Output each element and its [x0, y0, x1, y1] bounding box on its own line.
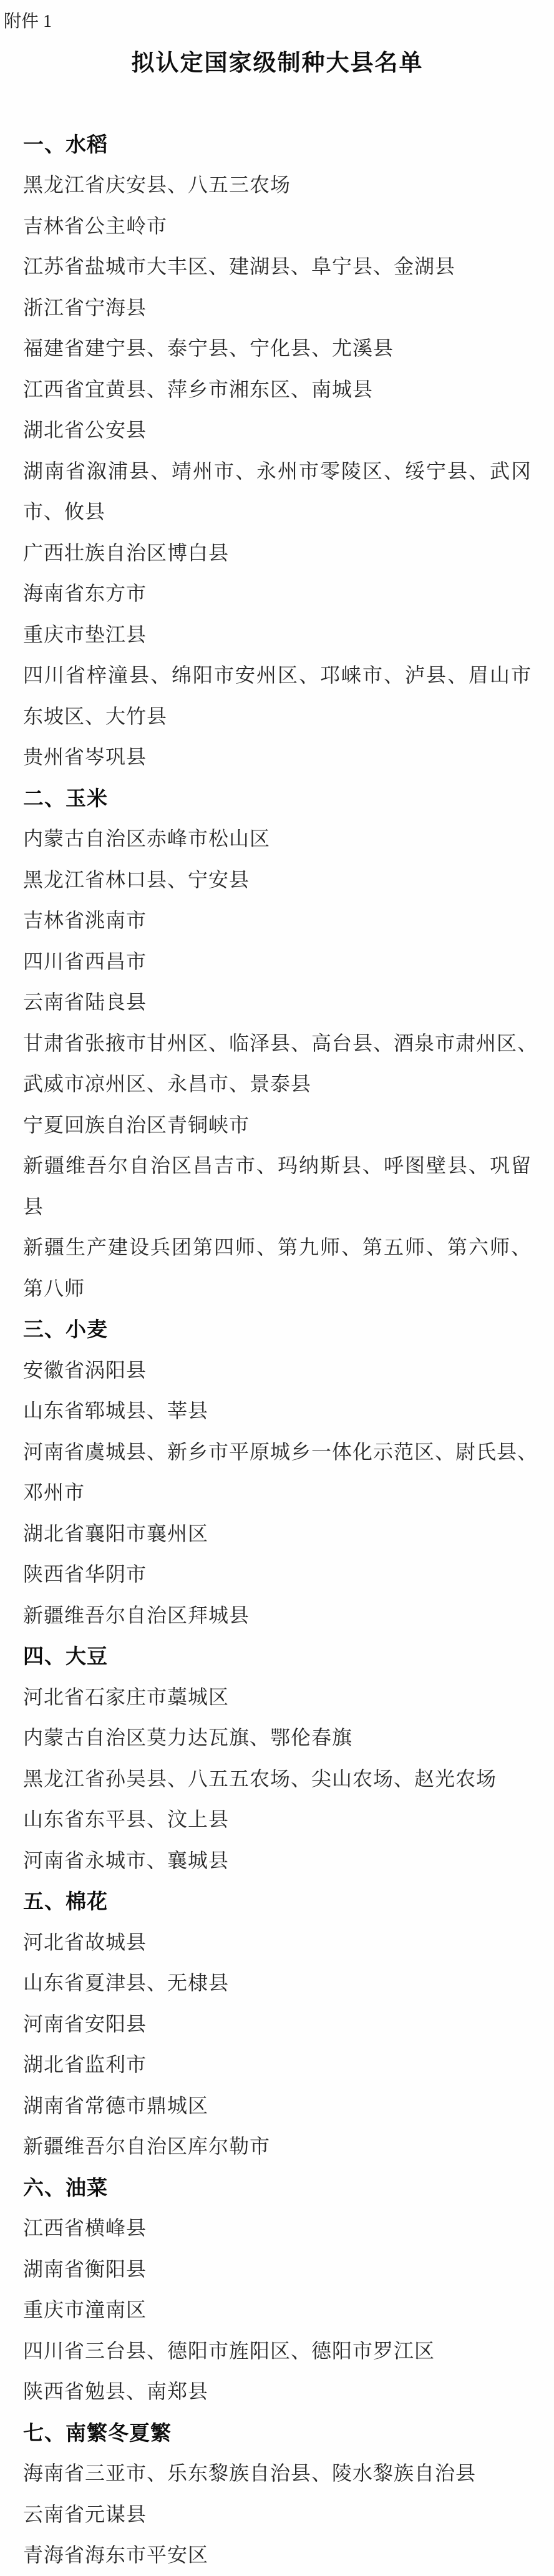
list-line: 云南省陆良县	[23, 991, 147, 1013]
section-heading-rapeseed: 六、油菜	[23, 2175, 108, 2199]
list-line: 湖北省襄阳市襄州区	[23, 1522, 209, 1545]
list-line: 浙江省宁海县	[23, 296, 147, 319]
list-line: 贵州省岑巩县	[23, 746, 147, 768]
list-line: 宁夏回族自治区青铜峡市	[23, 1113, 250, 1136]
page-title: 拟认定国家级制种大县名单	[131, 49, 424, 75]
list-line: 湖南省溆浦县、靖州市、永州市零陵区、绥宁县、武冈	[23, 459, 532, 482]
list-line: 湖南省常德市鼎城区	[23, 2094, 209, 2117]
list-line: 山东省郓城县、莘县	[23, 1399, 209, 1422]
list-line: 河南省安阳县	[23, 2012, 147, 2035]
list-line: 黑龙江省孙吴县、八五五农场、尖山农场、赵光农场	[23, 1767, 497, 1790]
spacer	[0, 83, 554, 124]
list-line: 四川省西昌市	[23, 950, 147, 973]
list-line: 江西省横峰县	[23, 2217, 147, 2239]
list-line: 甘肃省张掖市甘州区、临泽县、高台县、酒泉市肃州区、	[23, 1031, 538, 1054]
list-line: 新疆维吾尔自治区拜城县	[23, 1603, 250, 1626]
section-heading-wheat: 三、小麦	[23, 1318, 108, 1341]
list-line: 四川省梓潼县、绵阳市安州区、邛崃市、泸县、眉山市	[23, 664, 532, 686]
list-line: 黑龙江省林口县、宁安县	[23, 868, 250, 891]
list-line: 重庆市垫江县	[23, 623, 147, 646]
list-line: 重庆市潼南区	[23, 2298, 147, 2321]
section-heading-soybean: 四、大豆	[23, 1645, 108, 1668]
section-heading-corn: 二、玉米	[23, 786, 108, 810]
list-line: 陕西省勉县、南郑县	[23, 2380, 209, 2403]
list-line: 江苏省盐城市大丰区、建湖县、阜宁县、金湖县	[23, 255, 456, 278]
list-line: 海南省三亚市、乐东黎族自治县、陵水黎族自治县	[23, 2462, 477, 2484]
attachment-label: 附件 1	[4, 12, 52, 31]
list-line: 第八师	[23, 1276, 85, 1300]
list-line: 新疆生产建设兵团第四师、第九师、第五师、第六师、	[23, 1236, 532, 1258]
list-line: 江西省宜黄县、萍乡市湘东区、南城县	[23, 377, 374, 401]
section-heading-nanfan: 七、南繁冬夏繁	[23, 2421, 172, 2444]
section-heading-rice: 一、水稻	[23, 132, 108, 156]
list-line: 新疆维吾尔自治区昌吉市、玛纳斯县、呼图壁县、巩留	[23, 1154, 532, 1177]
list-line: 市、攸县	[23, 500, 106, 523]
list-line: 河北省石家庄市藁城区	[23, 1685, 230, 1708]
list-line: 山东省东平县、汶上县	[23, 1808, 230, 1830]
list-line: 邓州市	[23, 1481, 85, 1504]
list-line: 湖南省衡阳县	[23, 2257, 147, 2280]
list-line: 广西壮族自治区博白县	[23, 541, 230, 564]
list-line: 山东省夏津县、无棣县	[23, 1971, 230, 1994]
list-line: 内蒙古自治区赤峰市松山区	[23, 827, 271, 850]
list-line: 县	[23, 1195, 44, 1218]
list-line: 吉林省公主岭市	[23, 214, 168, 237]
list-line: 河北省故城县	[23, 1930, 147, 1953]
list-line: 新疆维吾尔自治区库尔勒市	[23, 2135, 271, 2157]
list-line: 湖北省监利市	[23, 2053, 147, 2076]
list-line: 青海省海东市平安区	[23, 2544, 209, 2566]
list-line: 东坡区、大竹县	[23, 704, 168, 727]
list-line: 武威市凉州区、永昌市、景泰县	[23, 1072, 312, 1095]
list-line: 河南省虞城县、新乡市平原城乡一体化示范区、尉氏县、	[23, 1440, 538, 1463]
list-line: 海南省东方市	[23, 582, 147, 605]
list-line: 陕西省华阴市	[23, 1563, 147, 1585]
list-line: 河南省永城市、襄城县	[23, 1849, 230, 1872]
list-line: 黑龙江省庆安县、八五三农场	[23, 173, 291, 196]
list-line: 云南省元谋县	[23, 2502, 147, 2525]
list-line: 福建省建宁县、泰宁县、宁化县、尤溪县	[23, 337, 394, 359]
list-line: 吉林省洮南市	[23, 909, 147, 931]
list-line: 湖北省公安县	[23, 419, 147, 441]
list-line: 安徽省涡阳县	[23, 1358, 147, 1381]
section-heading-cotton: 五、棉花	[23, 1890, 108, 1913]
list-line: 内蒙古自治区莫力达瓦旗、鄂伦春旗	[23, 1726, 353, 1749]
list-line: 四川省三台县、德阳市旌阳区、德阳市罗江区	[23, 2339, 435, 2362]
